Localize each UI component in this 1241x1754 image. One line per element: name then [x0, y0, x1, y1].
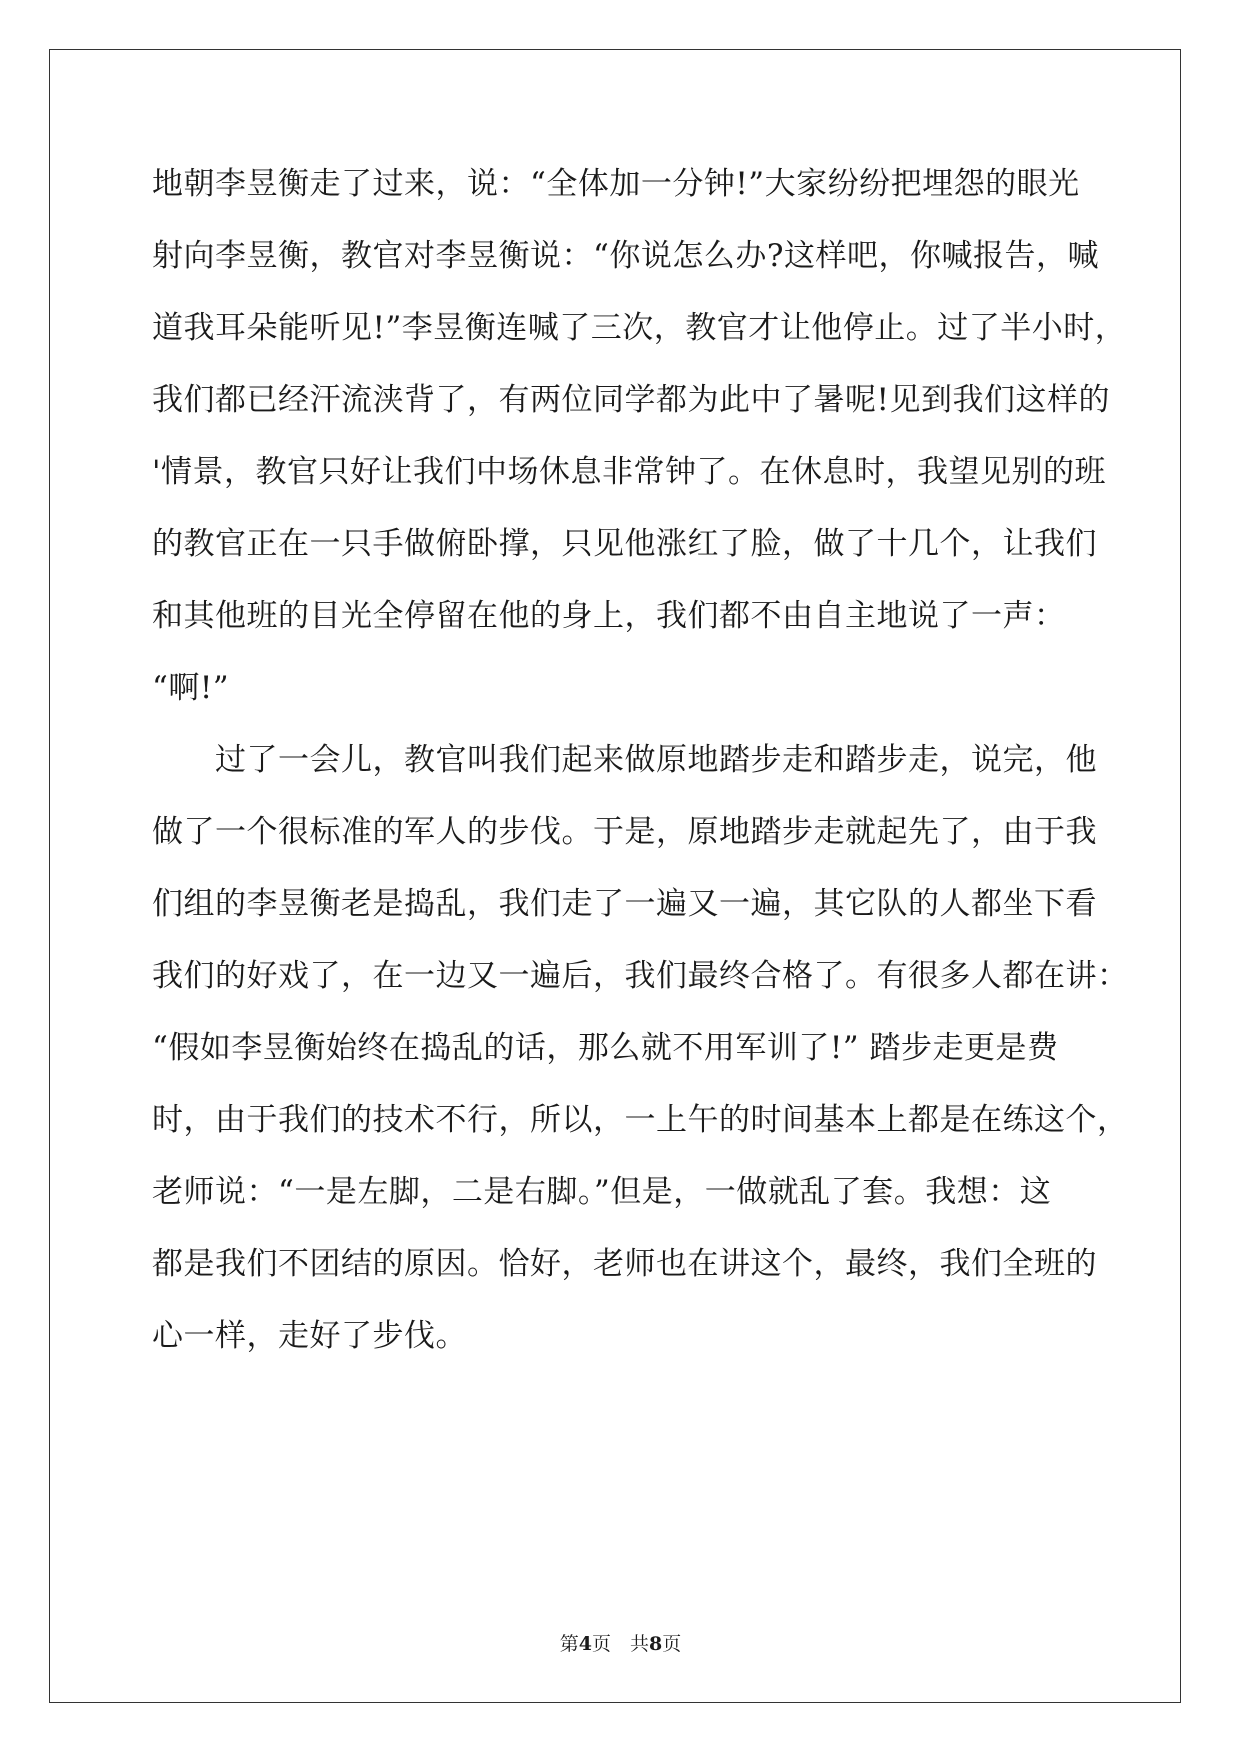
text-line: “假如李昱衡始终在捣乱的话，那么就不用军训了!” 踏步走更是费: [152, 1030, 1059, 1066]
page-border: [49, 49, 1181, 1703]
text-line: 射向李昱衡，教官对李昱衡说：“你说怎么办?这样吧，你喊报告，喊: [152, 238, 1099, 274]
text-line: 和其他班的目光全停留在他的身上，我们都不由自主地说了一声：: [152, 598, 1066, 634]
page-number-current: 4: [578, 1633, 592, 1655]
text-line: 地朝李昱衡走了过来，说：“全体加一分钟!”大家纷纷把埋怨的眼光: [152, 166, 1080, 202]
text-line: 时，由于我们的技术不行，所以，一上午的时间基本上都是在练这个，: [152, 1102, 1129, 1138]
text-line: 过了一会儿，教官叫我们起来做原地踏步走和踏步走，说完，他: [152, 742, 1097, 778]
text-line: 道我耳朵能听见!”李昱衡连喊了三次，教官才让他停止。过了半小时，: [152, 310, 1127, 346]
text-line: 都是我们不团结的原因。恰好，老师也在讲这个，最终，我们全班的: [152, 1246, 1097, 1282]
text-line: “啊!”: [152, 670, 230, 706]
page-number-total: 8: [649, 1633, 663, 1655]
text-line: 做了一个很标准的军人的步伐。于是，原地踏步走就起先了，由于我: [152, 814, 1097, 850]
text-line: 心一样，走好了步伐。: [152, 1318, 467, 1354]
page-number-prefix: 第: [559, 1633, 579, 1655]
page-number-suffix: 页: [662, 1633, 682, 1655]
text-line: '情景，教官只好让我们中场休息非常钟了。在休息时，我望见别的班: [152, 454, 1107, 490]
text-line: 我们都已经汗流浃背了，有两位同学都为此中了暑呢!见到我们这样的: [152, 382, 1110, 418]
text-line: 们组的李昱衡老是捣乱，我们走了一遍又一遍，其它队的人都坐下看: [152, 886, 1097, 922]
text-line: 我们的好戏了，在一边又一遍后，我们最终合格了。有很多人都在讲：: [152, 958, 1129, 994]
page-footer: [0, 1632, 1241, 1656]
text-line: 老师说：“一是左脚，二是右脚。”但是，一做就乱了套。我想：这: [152, 1174, 1052, 1210]
text-line: 的教官正在一只手做俯卧撑，只见他涨红了脸，做了十几个，让我们: [152, 526, 1097, 562]
page-number-middle: 页 共: [591, 1633, 649, 1655]
